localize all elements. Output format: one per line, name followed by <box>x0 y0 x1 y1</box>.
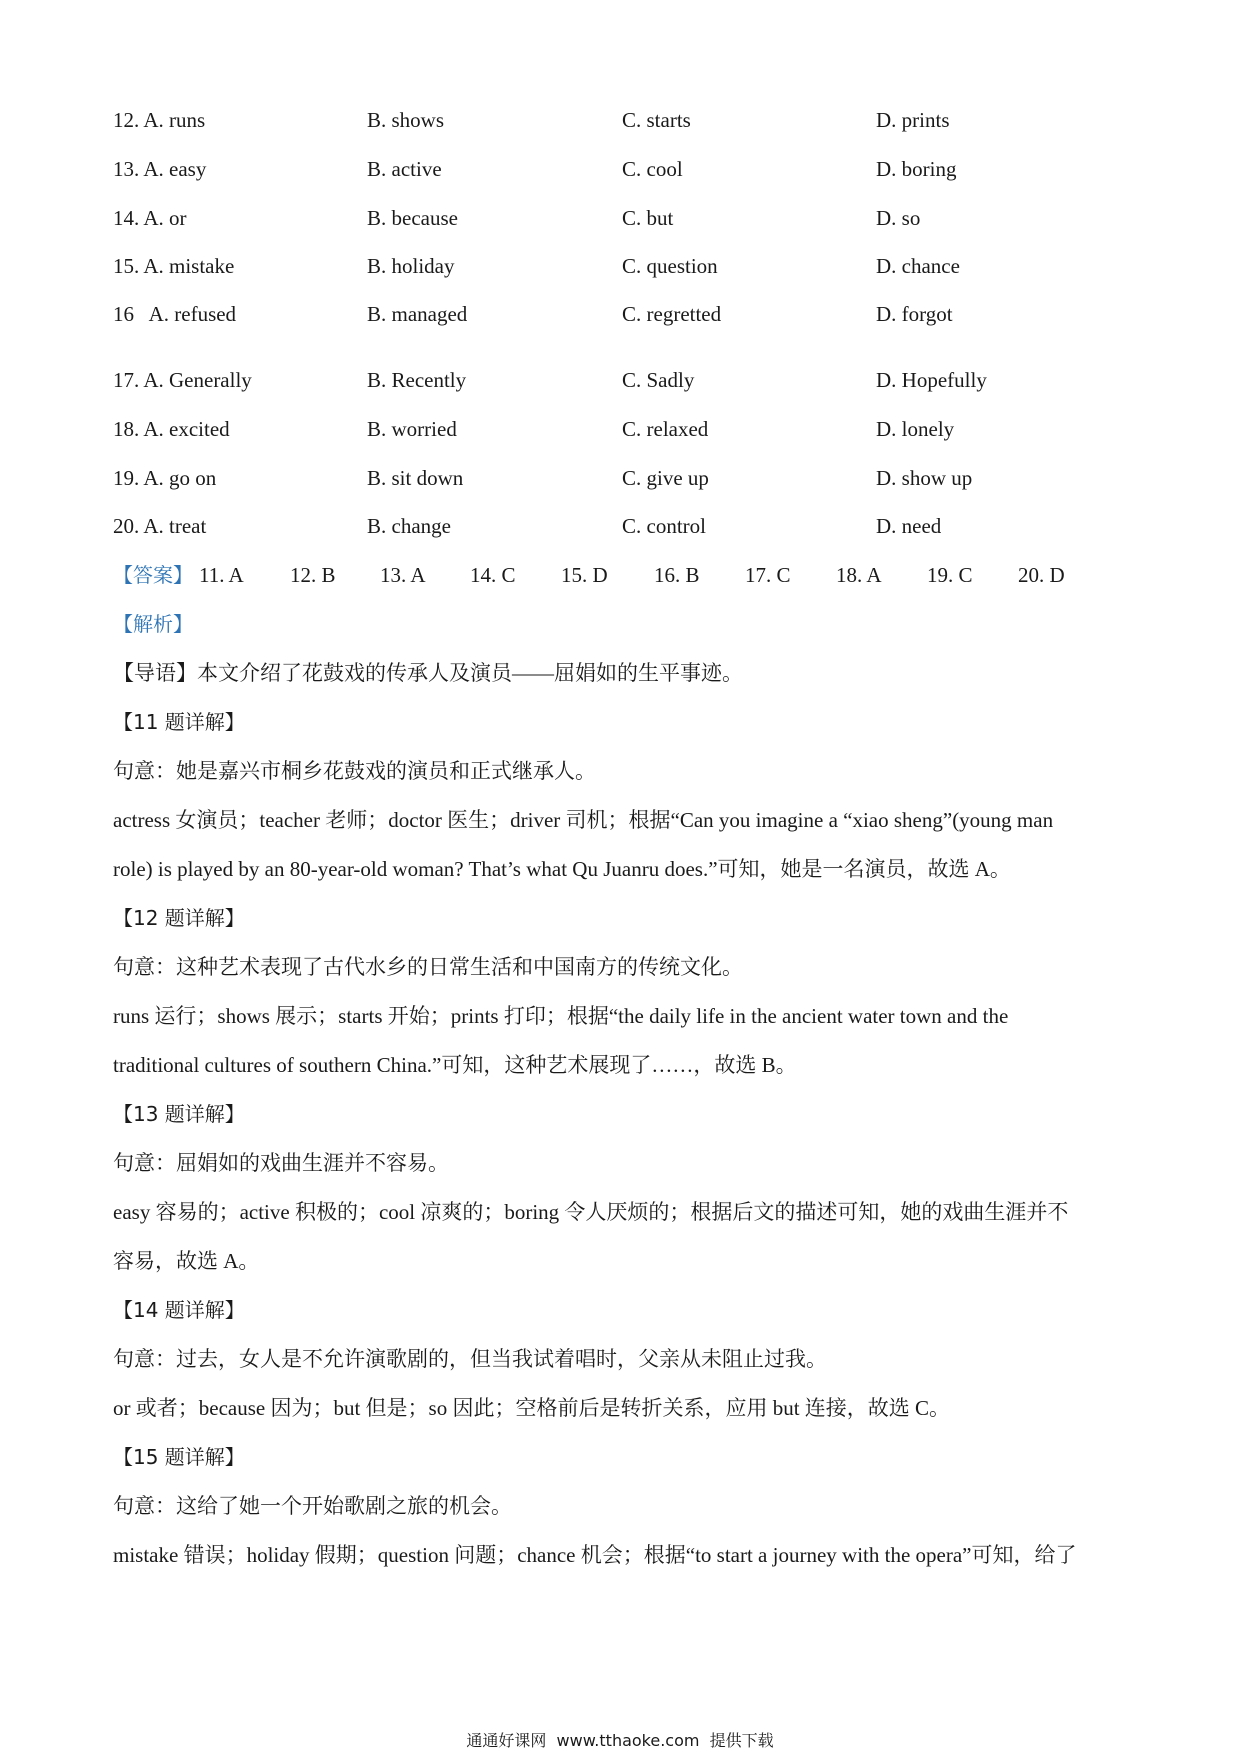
option-b: B. change <box>367 514 451 538</box>
text-line: actress 女演员；teacher 老师；doctor 医生；driver 司机；根据“Can you imagine a “xiao sheng”(young man <box>113 808 1054 832</box>
section-heading: 【14 题详解】 <box>113 1298 245 1322</box>
option-a: 12. A. runs <box>113 108 206 132</box>
text-line: 句意：她是嘉兴市桐乡花鼓戏的演员和正式继承人。 <box>113 759 596 783</box>
text-line: or 或者；because 因为；but 但是；so 因此；空格前后是转折关系，应用 but 连接，故选 C。 <box>113 1396 951 1420</box>
option-b: B. sit down <box>367 466 464 490</box>
answer-item: 15. D <box>561 563 608 587</box>
option-a: 20. A. treat <box>113 514 207 538</box>
section-heading: 【13 题详解】 <box>113 1102 245 1126</box>
answer-item: 17. C <box>745 563 791 587</box>
option-c: C. give up <box>622 466 709 490</box>
option-d: D. so <box>876 206 921 230</box>
text-line: easy 容易的；active 积极的；cool 凉爽的；boring 令人厌烦的；根据后文的描述可知，她的戏曲生涯并不 <box>113 1200 1069 1224</box>
analysis-label: 【解析】 <box>113 612 193 636</box>
page-footer: 通通好课网 www.tthaoke.com 提供下载 <box>466 1731 774 1750</box>
option-c: C. cool <box>622 157 683 181</box>
answer-item: 16. B <box>654 563 700 587</box>
option-c: C. question <box>622 254 718 278</box>
option-a: 13. A. easy <box>113 157 207 181</box>
option-b: B. Recently <box>367 368 467 392</box>
text-line: traditional cultures of southern China.”可知，这种艺术展现了……，故选 B。 <box>113 1053 797 1077</box>
option-b: B. holiday <box>367 254 455 278</box>
option-d: D. forgot <box>876 302 953 326</box>
option-a: 14. A. or <box>113 206 187 230</box>
text-line: 容易，故选 A。 <box>113 1249 260 1273</box>
option-c: C. but <box>622 206 674 230</box>
option-d: D. Hopefully <box>876 368 987 392</box>
option-b: B. active <box>367 157 442 181</box>
option-a: 16 A. refused <box>113 302 237 326</box>
option-d: D. show up <box>876 466 973 490</box>
option-d: D. chance <box>876 254 960 278</box>
answer-item: 12. B <box>290 563 336 587</box>
text-line: 句意：这给了她一个开始歌剧之旅的机会。 <box>113 1494 512 1518</box>
answer-item: 20. D <box>1018 563 1065 587</box>
text-line: runs 运行；shows 展示；starts 开始；prints 打印；根据“the daily life in the ancient water town and the <box>113 1004 1009 1028</box>
option-c: C. Sadly <box>622 368 695 392</box>
answer-item: 11. A <box>199 563 244 587</box>
option-b: B. worried <box>367 417 457 441</box>
option-d: D. lonely <box>876 417 955 441</box>
option-c: C. regretted <box>622 302 722 326</box>
option-a: 19. A. go on <box>113 466 217 490</box>
option-c: C. starts <box>622 108 691 132</box>
option-c: C. relaxed <box>622 417 709 441</box>
answer-item: 14. C <box>470 563 516 587</box>
section-heading: 【12 题详解】 <box>113 906 245 930</box>
option-b: B. shows <box>367 108 445 132</box>
text-line: mistake 错误；holiday 假期；question 问题；chance 机会；根据“to start a journey with the opera”可知，给了 <box>113 1543 1077 1567</box>
section-heading: 【15 题详解】 <box>113 1445 245 1469</box>
answer-item: 19. C <box>927 563 973 587</box>
text-line: role) is played by an 80-year-old woman? That’s what Qu Juanru does.”可知，她是一名演员，故选 A。 <box>113 857 1011 881</box>
intro-line: 【导语】本文介绍了花鼓戏的传承人及演员——屈娟如的生平事迹。 <box>113 661 743 685</box>
option-d: D. prints <box>876 108 950 132</box>
option-b: B. because <box>367 206 458 230</box>
option-a: 18. A. excited <box>113 417 230 441</box>
option-a: 17. A. Generally <box>113 368 252 392</box>
text-line: 句意：这种艺术表现了古代水乡的日常生活和中国南方的传统文化。 <box>113 955 743 979</box>
answer-item: 13. A <box>380 563 426 587</box>
text-line: 句意：过去，女人是不允许演歌剧的，但当我试着唱时，父亲从未阻止过我。 <box>113 1347 827 1371</box>
option-d: D. need <box>876 514 942 538</box>
option-a: 15. A. mistake <box>113 254 235 278</box>
option-d: D. boring <box>876 157 957 181</box>
option-b: B. managed <box>367 302 468 326</box>
answer-label: 【答案】 <box>113 563 193 587</box>
option-c: C. control <box>622 514 706 538</box>
section-heading: 【11 题详解】 <box>113 710 245 734</box>
answer-item: 18. A <box>836 563 882 587</box>
text-line: 句意：屈娟如的戏曲生涯并不容易。 <box>113 1151 449 1175</box>
